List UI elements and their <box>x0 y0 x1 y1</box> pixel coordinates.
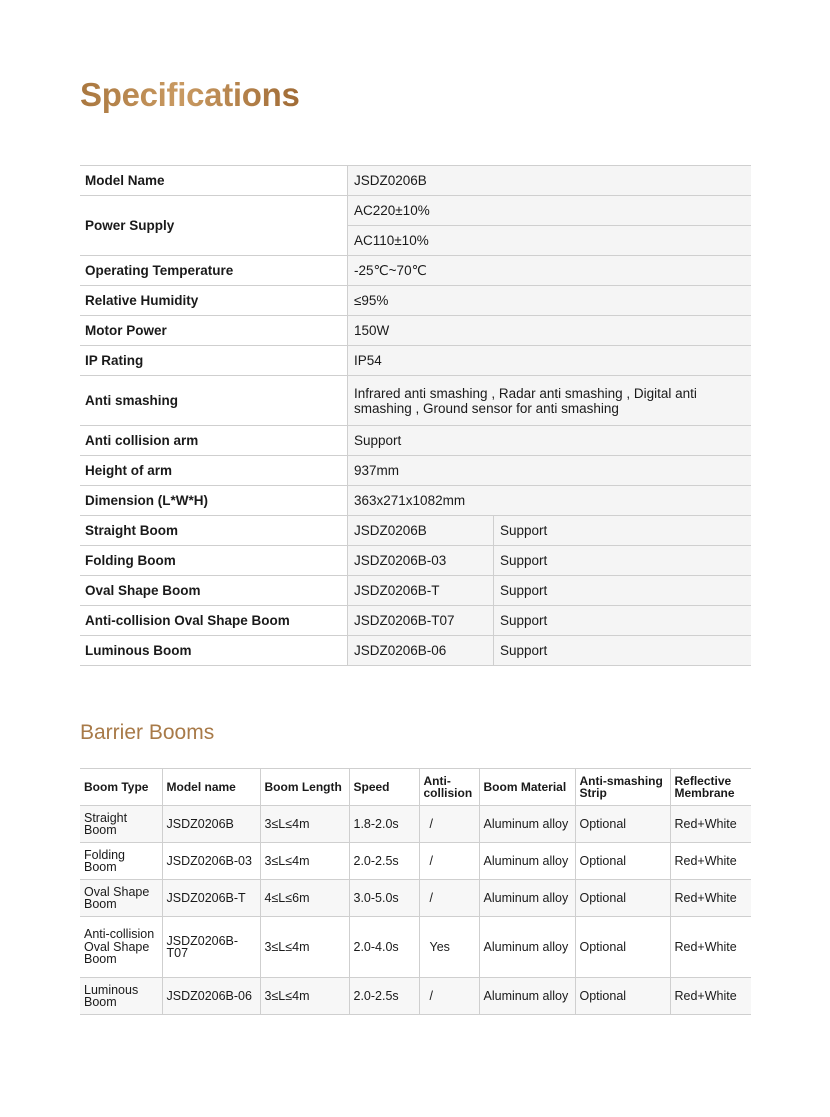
spec-support: Support <box>494 516 752 546</box>
table-cell: Aluminum alloy <box>479 843 575 880</box>
spec-row-motor-power <box>80 316 751 346</box>
spec-value: ≤95% <box>348 286 752 316</box>
table-cell: Aluminum alloy <box>479 917 575 978</box>
table-cell: Aluminum alloy <box>479 978 575 1015</box>
spec-row-anti-collision-arm <box>80 426 751 456</box>
table-cell: / <box>419 880 479 917</box>
spec-label: Luminous Boom <box>80 636 348 666</box>
spec-row-model-name <box>80 166 751 196</box>
table-cell: Optional <box>575 843 670 880</box>
spec-row-anti-collision-oval-boom <box>80 606 751 636</box>
spec-row-height-of-arm <box>80 456 751 486</box>
table-row <box>80 978 751 1015</box>
table-cell: Red+White <box>670 978 751 1015</box>
spec-model: JSDZ0206B-T <box>348 576 494 606</box>
table-cell: JSDZ0206B-T <box>162 880 260 917</box>
column-header: Speed <box>349 769 419 806</box>
spec-value: -25℃~70℃ <box>348 256 752 286</box>
table-cell: 2.0-2.5s <box>349 843 419 880</box>
spec-value: AC110±10% <box>348 226 752 256</box>
table-cell: 3≤L≤4m <box>260 843 349 880</box>
spec-row-oval-shape-boom <box>80 576 751 606</box>
spec-support: Support <box>494 636 752 666</box>
page-title: Specifications <box>80 76 300 113</box>
spec-support: Support <box>494 546 752 576</box>
table-cell: 2.0-2.5s <box>349 978 419 1015</box>
column-header: Anti-smashing Strip <box>575 769 670 806</box>
spec-row-dimension <box>80 486 751 516</box>
table-cell: Red+White <box>670 843 751 880</box>
table-row <box>80 880 751 917</box>
spec-row-relative-humidity <box>80 286 751 316</box>
table-cell: Aluminum alloy <box>479 880 575 917</box>
table-cell: Optional <box>575 917 670 978</box>
table-cell: 3≤L≤4m <box>260 978 349 1015</box>
table-cell: Optional <box>575 880 670 917</box>
spec-label: Power Supply <box>80 196 348 256</box>
spec-label: Model Name <box>80 166 348 196</box>
table-cell: JSDZ0206B-03 <box>162 843 260 880</box>
spec-label: Dimension (L*W*H) <box>80 486 348 516</box>
table-cell: Anti-collision Oval Shape Boom <box>80 917 162 978</box>
spec-model: JSDZ0206B-03 <box>348 546 494 576</box>
spec-row-folding-boom <box>80 546 751 576</box>
table-cell: 3≤L≤4m <box>260 806 349 843</box>
table-cell: Folding Boom <box>80 843 162 880</box>
table-cell: Red+White <box>670 806 751 843</box>
column-header: Reflective Membrane <box>670 769 751 806</box>
table-cell: JSDZ0206B <box>162 806 260 843</box>
column-header: Boom Type <box>80 769 162 806</box>
spec-row-operating-temperature <box>80 256 751 286</box>
spec-row-straight-boom <box>80 516 751 546</box>
spec-row-ip-rating <box>80 346 751 376</box>
spec-model: JSDZ0206B-06 <box>348 636 494 666</box>
spec-model: JSDZ0206B <box>348 516 494 546</box>
table-row <box>80 806 751 843</box>
table-cell: Red+White <box>670 880 751 917</box>
table-cell: Luminous Boom <box>80 978 162 1015</box>
column-header: Boom Material <box>479 769 575 806</box>
column-header: Anti-collision <box>419 769 479 806</box>
table-row <box>80 843 751 880</box>
spec-value: 937mm <box>348 456 752 486</box>
table-cell: Oval Shape Boom <box>80 880 162 917</box>
barrier-booms-heading: Barrier Booms <box>80 721 215 744</box>
specifications-table <box>80 165 751 666</box>
spec-value: JSDZ0206B <box>348 166 752 196</box>
spec-label: Anti collision arm <box>80 426 348 456</box>
spec-row-luminous-boom <box>80 636 751 666</box>
spec-value: IP54 <box>348 346 752 376</box>
spec-model: JSDZ0206B-T07 <box>348 606 494 636</box>
table-cell: Aluminum alloy <box>479 806 575 843</box>
column-header: Boom Length <box>260 769 349 806</box>
table-cell: / <box>419 843 479 880</box>
spec-support: Support <box>494 606 752 636</box>
spec-label: Height of arm <box>80 456 348 486</box>
table-cell: 4≤L≤6m <box>260 880 349 917</box>
table-cell: Straight Boom <box>80 806 162 843</box>
spec-value: Infrared anti smashing , Radar anti smashing , Digital anti smashing , Ground sensor for anti smashing <box>348 376 752 426</box>
spec-label: Straight Boom <box>80 516 348 546</box>
spec-label: Motor Power <box>80 316 348 346</box>
column-header: Model name <box>162 769 260 806</box>
table-row <box>80 917 751 978</box>
table-cell: Yes <box>419 917 479 978</box>
table-cell: 2.0-4.0s <box>349 917 419 978</box>
table-cell: Optional <box>575 978 670 1015</box>
table-header-row <box>80 769 751 806</box>
spec-value: 150W <box>348 316 752 346</box>
barrier-booms-table <box>80 768 751 1015</box>
spec-row-power-supply <box>80 196 751 226</box>
spec-value: AC220±10% <box>348 196 752 226</box>
spec-label: Relative Humidity <box>80 286 348 316</box>
table-cell: Optional <box>575 806 670 843</box>
table-cell: / <box>419 978 479 1015</box>
spec-label: IP Rating <box>80 346 348 376</box>
table-cell: 3≤L≤4m <box>260 917 349 978</box>
table-cell: 3.0-5.0s <box>349 880 419 917</box>
spec-label: Oval Shape Boom <box>80 576 348 606</box>
spec-label: Anti-collision Oval Shape Boom <box>80 606 348 636</box>
spec-label: Operating Temperature <box>80 256 348 286</box>
spec-value: 363x271x1082mm <box>348 486 752 516</box>
table-cell: JSDZ0206B-T07 <box>162 917 260 978</box>
spec-label: Anti smashing <box>80 376 348 426</box>
table-cell: / <box>419 806 479 843</box>
spec-value: Support <box>348 426 752 456</box>
table-cell: JSDZ0206B-06 <box>162 978 260 1015</box>
spec-support: Support <box>494 576 752 606</box>
table-cell: 1.8-2.0s <box>349 806 419 843</box>
spec-row-anti-smashing <box>80 376 751 426</box>
table-cell: Red+White <box>670 917 751 978</box>
spec-label: Folding Boom <box>80 546 348 576</box>
